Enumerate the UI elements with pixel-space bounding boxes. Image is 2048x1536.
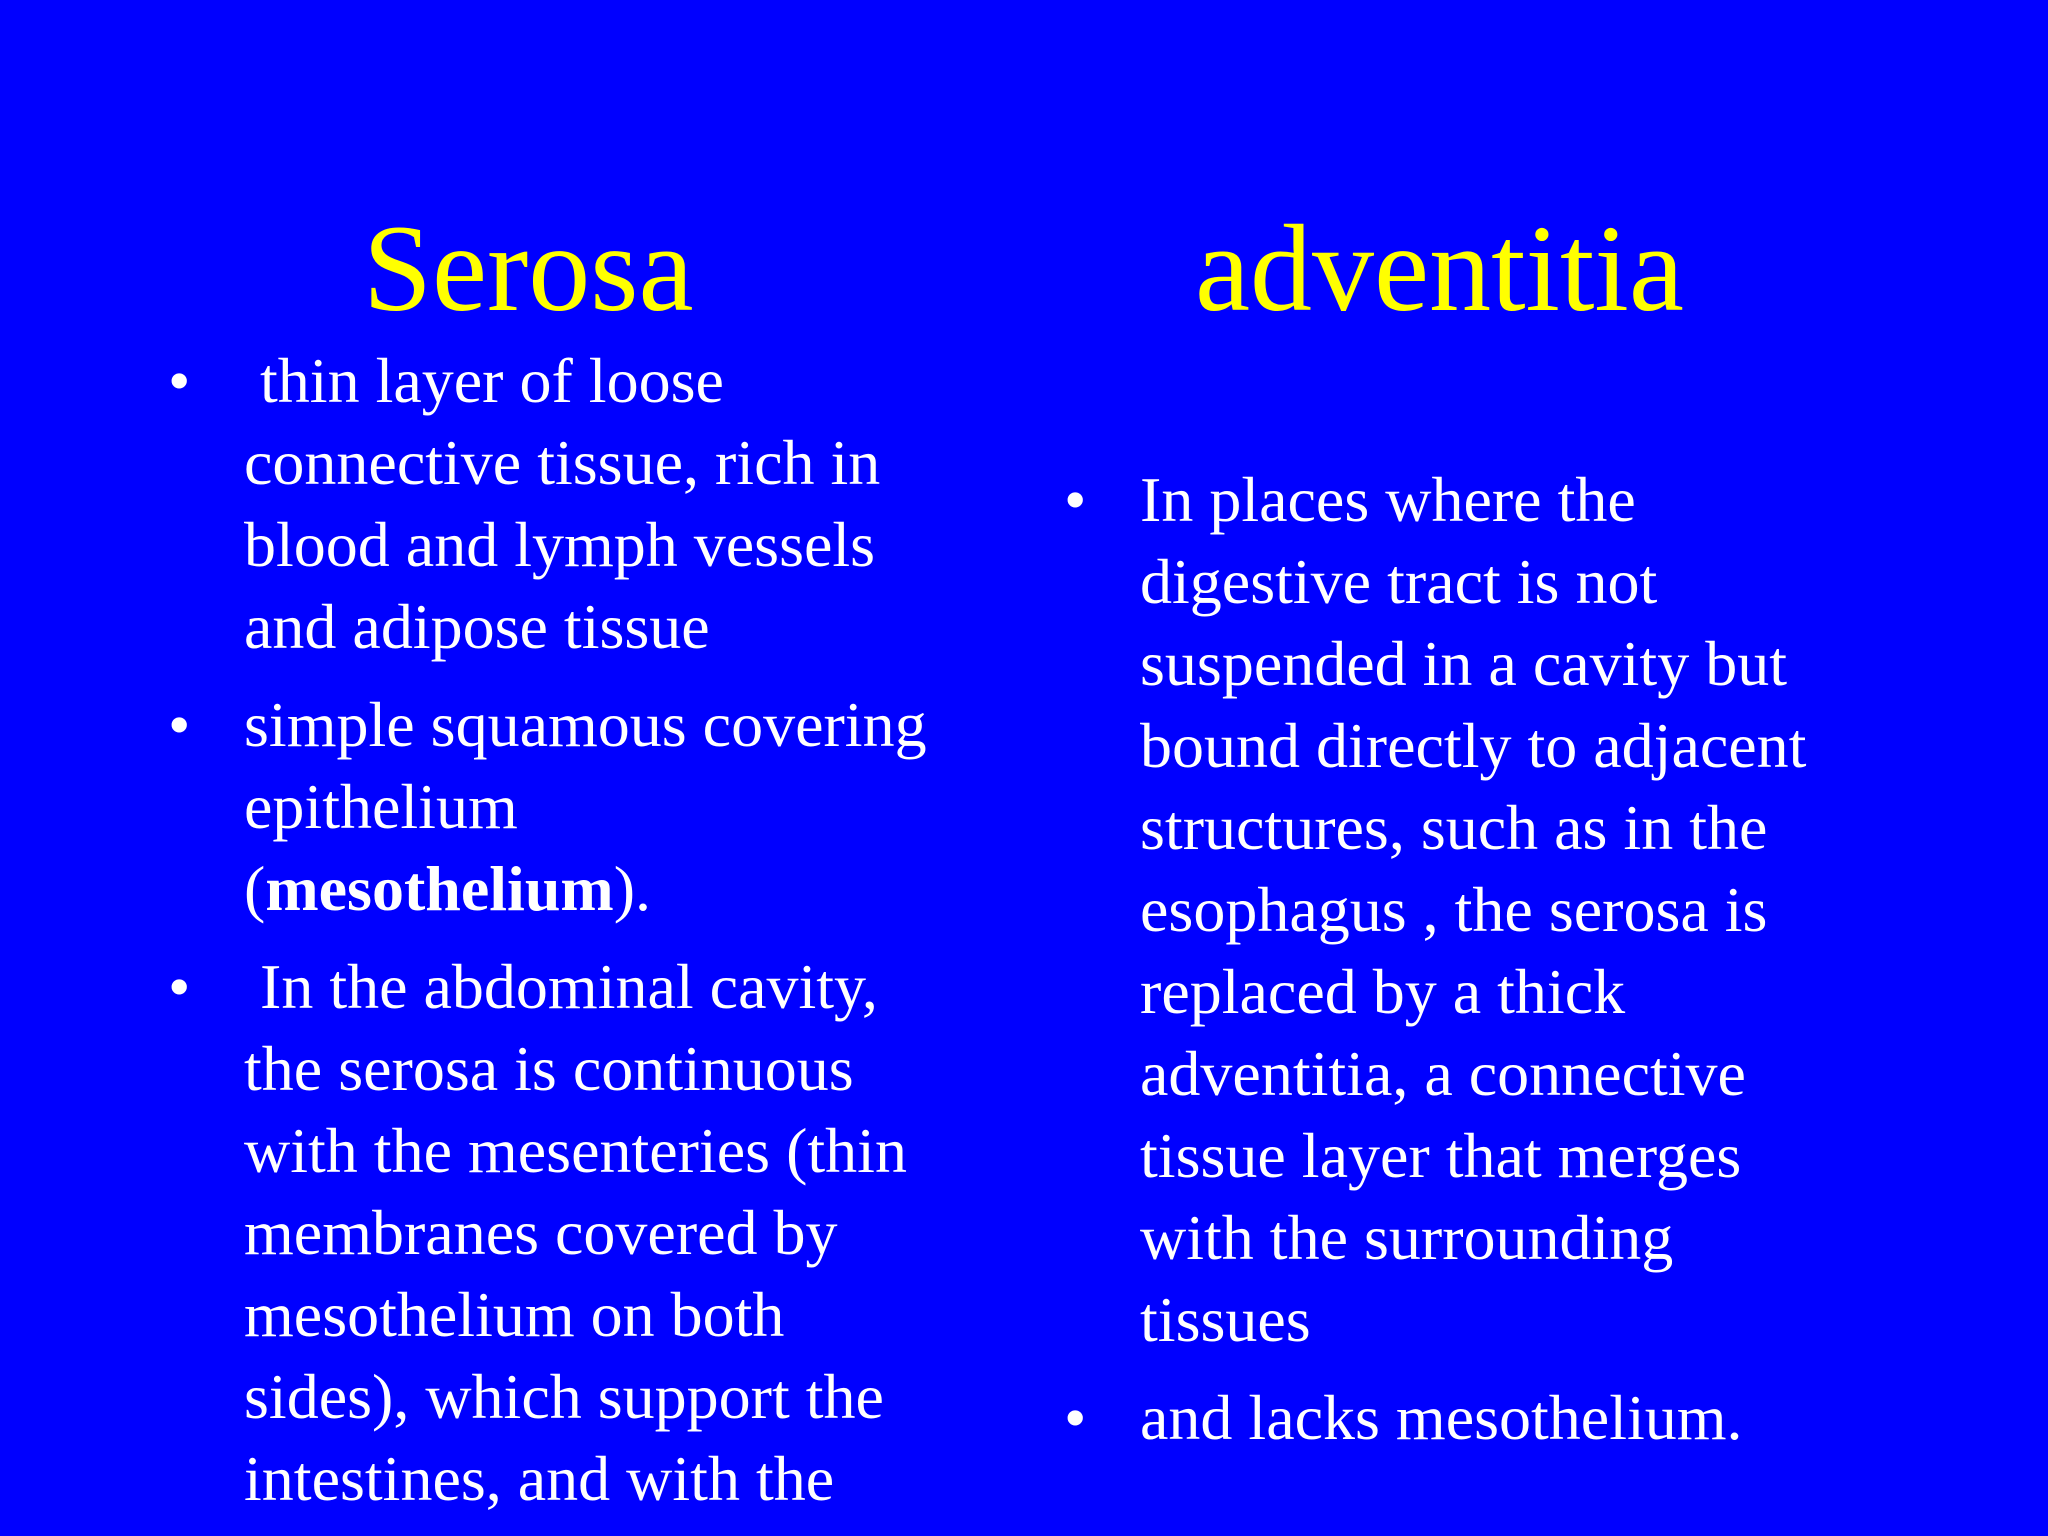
bullet-line: connective tissue, rich in xyxy=(244,427,881,498)
bullet-line: suspended in a cavity but xyxy=(1140,628,1787,699)
list-item xyxy=(1064,459,1964,1361)
list-item xyxy=(168,684,998,930)
bullet-line: digestive tract is not xyxy=(1140,546,1658,617)
bullet-line: and lacks mesothelium. xyxy=(1140,1382,1743,1453)
bullet-line: epithelium xyxy=(244,771,518,842)
bullet-line: sides), which support the xyxy=(244,1361,884,1432)
bullet-line: tissues xyxy=(1140,1284,1311,1355)
bullet-icon: • xyxy=(168,689,191,760)
bullet-line: with the mesenteries (thin xyxy=(244,1115,907,1186)
bullet-line: bound directly to adjacent xyxy=(1140,710,1807,781)
bullet-icon: • xyxy=(168,345,191,416)
list-item xyxy=(168,946,998,1520)
bullet-line: esophagus , the serosa is xyxy=(1140,874,1768,945)
adventitia-title: adventitia xyxy=(1195,200,1684,337)
bullet-line: In the abdominal cavity, xyxy=(244,951,878,1022)
bullet-line: tissue layer that merges xyxy=(1140,1120,1742,1191)
bullet-line: structures, such as in the xyxy=(1140,792,1768,863)
bullet-line: blood and lymph vessels xyxy=(244,509,876,580)
list-item xyxy=(168,340,998,668)
bullet-line: thin layer of loose xyxy=(244,345,724,416)
bullet-icon: • xyxy=(168,951,191,1022)
bullet-line: and adipose tissue xyxy=(244,591,710,662)
mesothelium-bold-term: mesothelium xyxy=(265,853,614,924)
bullet-line: intestines, and with the xyxy=(244,1443,835,1514)
open-paren: ( xyxy=(244,853,266,924)
list-item xyxy=(1064,1377,1964,1459)
bullet-line: the serosa is continuous xyxy=(244,1033,854,1104)
serosa-bullet-list xyxy=(168,340,998,1536)
bullet-icon: • xyxy=(1064,1382,1087,1453)
bullet-line: mesothelium on both xyxy=(244,1279,785,1350)
bullet-line: adventitia, a connective xyxy=(1140,1038,1746,1109)
bullet-line: simple squamous covering xyxy=(244,689,927,760)
bullet-line-mesothelium xyxy=(244,848,998,930)
bullet-line: replaced by a thick xyxy=(1140,956,1626,1027)
bullet-line: In places where the xyxy=(1140,464,1636,535)
close-paren: ). xyxy=(613,853,652,924)
bullet-icon: • xyxy=(1064,464,1087,535)
adventitia-bullet-list xyxy=(1064,459,1964,1475)
bullet-line: with the surrounding xyxy=(1140,1202,1674,1273)
serosa-title: Serosa xyxy=(363,200,694,337)
bullet-line: membranes covered by xyxy=(244,1197,838,1268)
